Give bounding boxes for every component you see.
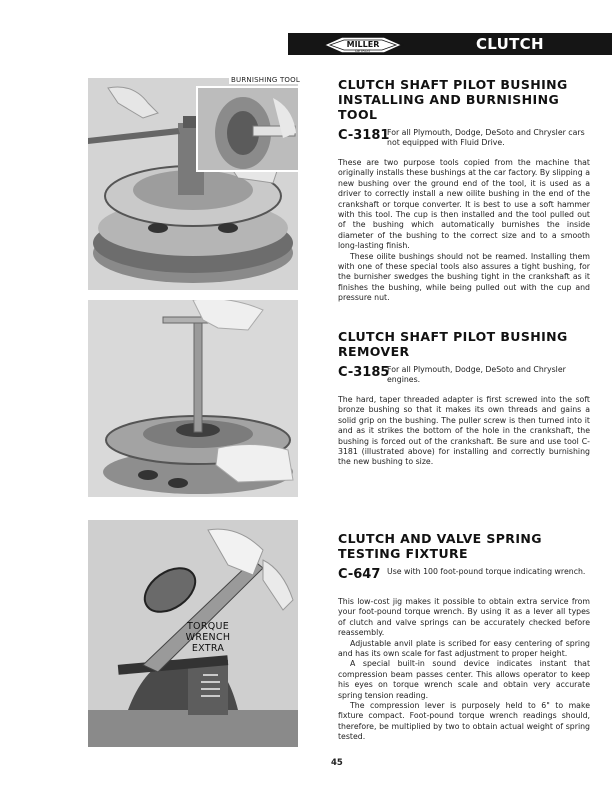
logo-subtext: DETROIT bbox=[355, 49, 371, 53]
section-bushing-installing bbox=[338, 77, 590, 304]
section-body bbox=[338, 597, 590, 743]
page-number: 45 bbox=[331, 758, 343, 768]
miller-logo bbox=[322, 30, 404, 60]
bushing-remover-photo bbox=[88, 300, 298, 497]
section-title: CLUTCH SHAFT PILOT BUSHING REMOVER bbox=[338, 329, 568, 359]
body-paragraph: These are two purpose tools copied from the machine that originally installs these bushings at the car factory. By slipping a new bushing over the ground end of the tool, it is used as a driver to correctly install a new oilite bushing in the end of the crankshaft or torque converter. It is best to use a soft hammer with this tool. The cup is then installed and the tool pulled out of the bushing which automatically burnishes the inside diameter of the bushing to the correct size and to a smooth long-lasting finish. bbox=[338, 158, 590, 251]
logo-text: MILLER bbox=[346, 40, 380, 49]
code-row bbox=[338, 567, 590, 593]
tool-code: C-647 bbox=[338, 567, 381, 582]
torque-wrench-label: TORQUE WRENCH EXTRA bbox=[185, 621, 231, 654]
tool-description: For all Plymouth, Dodge, DeSoto and Chrysler cars not equipped with Fluid Drive. bbox=[387, 128, 585, 147]
section-spring-testing bbox=[338, 531, 590, 743]
body-paragraph: A special built-in sound device indicates instant that compression beam passes center. This allows operator to keep his eyes on torque wrench scale and obtain very accurate spring tension reading. bbox=[338, 659, 590, 700]
section-title: CLUTCH bbox=[476, 35, 544, 53]
section-bushing-remover bbox=[338, 329, 590, 468]
section-body bbox=[338, 395, 590, 468]
body-paragraph: This low-cost jig makes it possible to obtain extra service from your foot-pound torque wrench. By using it as a lever all types of clutch and valve springs can be accurately checked before reassembly. bbox=[338, 597, 590, 638]
burnishing-tool-label: BURNISHING TOOL bbox=[231, 76, 300, 84]
tool-code: C-3185 bbox=[338, 365, 390, 380]
code-row bbox=[338, 128, 590, 154]
burnishing-tool-inset-photo bbox=[196, 86, 300, 172]
section-body bbox=[338, 158, 590, 304]
tool-description: Use with 100 foot-pound torque indicating wrench. bbox=[387, 567, 586, 576]
section-title: CLUTCH SHAFT PILOT BUSHING INSTALLING AND BURNISHING TOOL bbox=[338, 77, 568, 122]
body-paragraph: These oilite bushings should not be reamed. Installing them with one of these special tools also assures a tight bushing, for the burnisher swedges the bushing tight in the crankshaft as it finishes the bushing, while being pulled out with the cup and pressure nut. bbox=[338, 251, 590, 303]
tool-description: For all Plymouth, Dodge, DeSoto and Chrysler engines. bbox=[387, 365, 566, 384]
tool-code: C-3181 bbox=[338, 128, 390, 143]
section-title: CLUTCH AND VALVE SPRING TESTING FIXTURE bbox=[338, 531, 542, 561]
code-row bbox=[338, 365, 590, 391]
body-paragraph: Adjustable anvil plate is scribed for easy centering of spring and has its own scale for fast adjustment to proper height. bbox=[338, 638, 590, 659]
body-paragraph: The compression lever is purposely held to 6" to make fixture compact. Foot-pound torque wrench readings should, therefore, be multiplied by two to obtain actual weight of spring tested. bbox=[338, 701, 590, 742]
body-paragraph: The hard, taper threaded adapter is first screwed into the soft bronze bushing so that it makes its own threads and gains a solid grip on the bushing. The puller screw is then turned into it and as it strikes the bottom of the hole in the crankshaft, the bushing is forced out of the crankshaft. Be sure and use tool C-3181 (illustrated above) for installing and correctly burnishing the new bushing to size. bbox=[338, 395, 590, 467]
